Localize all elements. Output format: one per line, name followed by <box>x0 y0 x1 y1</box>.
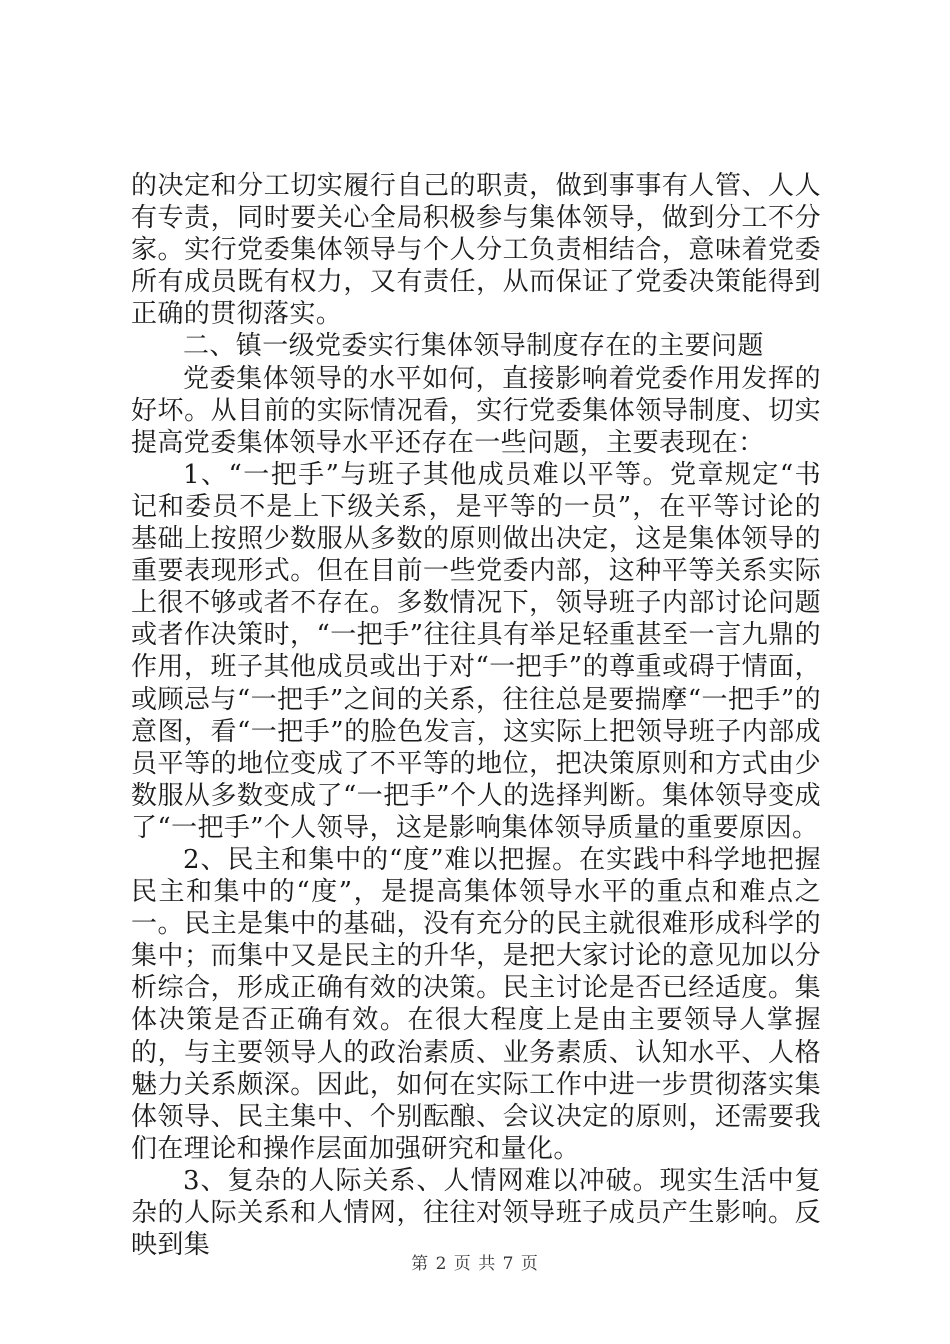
paragraph-3: 1、“一把手”与班子其他成员难以平等。党章规定“书记和委员不是上下级关系，是平等的一员”，在平等讨论的基础上按照少数服从多数的原则做出决定，这是集体领导的重要表现形式。但在目前一些党委内部，这种平等关系实际上很不够或者不存在。多数情况下，领导班子内部讨论问题或者作决策时，“一把手”往往具有举足轻重甚至一言九鼎的作用，班子其他成员或出于对“一把手”的尊重或碍于情面，或顾忌与“一把手”之间的关系，往往总是要揣摩“一把手”的意图，看“一把手”的脸色发言，这实际上把领导班子内部成员平等的地位变成了不平等的地位，把决策原则和方式由少数服从多数变成了“一把手”个人的选择判断。集体领导变成了“一把手”个人领导，这是影响集体领导质量的重要原因。 <box>131 459 821 843</box>
section-heading: 二、镇一级党委实行集体领导制度存在的主要问题 <box>183 331 764 362</box>
paragraph-2: 党委集体领导的水平如何，直接影响着党委作用发挥的好坏。从目前的实际情况看，实行党委集体领导制度、切实提高党委集体领导水平还存在一些问题，主要表现在： <box>131 363 821 458</box>
paragraph-5: 3、复杂的人际关系、人情网难以冲破。现实生活中复杂的人际关系和人情网，往往对领导班子成员产生影响。反映到集 <box>131 1165 821 1261</box>
document-body <box>131 170 821 1261</box>
paragraph-4: 2、民主和集中的“度”难以把握。在实践中科学地把握民主和集中的“度”，是提高集体领导水平的重点和难点之一。民主是集中的基础，没有充分的民主就很难形成科学的集中；而集中又是民主的升华，是把大家讨论的意见加以分析综合，形成正确有效的决策。民主讨论是否已经适度。集体决策是否正确有效。在很大程度上是由主要领导人掌握的，与主要领导人的政治素质、业务素质、认知水平、人格魅力关系颇深。因此，如何在实际工作中进一步贯彻落实集体领导、民主集中、个别酝酿、会议决定的原则，还需要我们在理论和操作层面加强研究和量化。 <box>131 844 821 1164</box>
page-number-footer: 第 2 页 共 7 页 <box>411 1254 539 1274</box>
paragraph-1: 的决定和分工切实履行自己的职责，做到事事有人管、人人有专责，同时要关心全局积极参与集体领导，做到分工不分家。实行党委集体领导与个人分工负责相结合，意味着党委所有成员既有权力，又有责任，从而保证了党委决策能得到正确的贯彻落实。 <box>131 171 821 330</box>
